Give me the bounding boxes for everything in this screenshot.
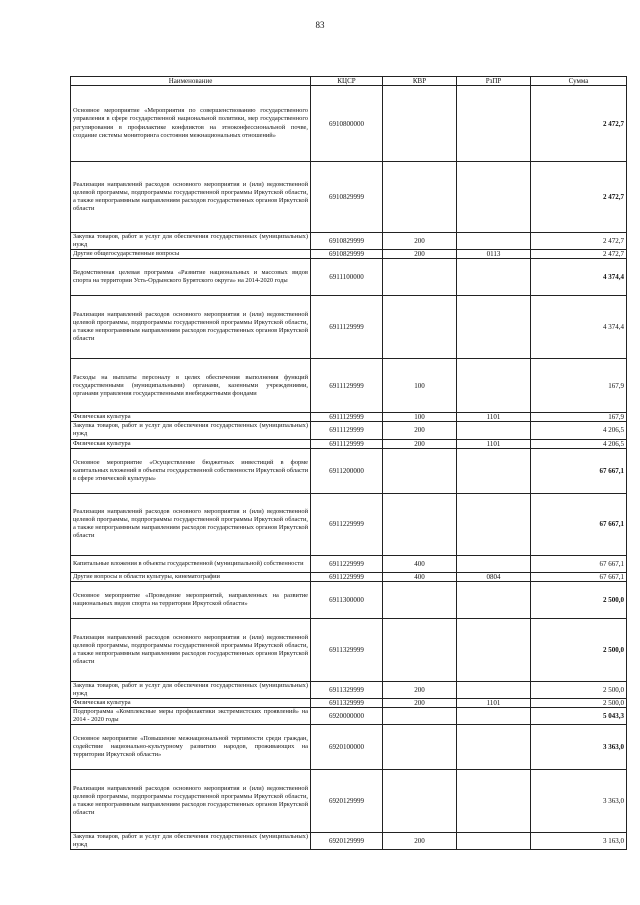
cell-rzpr — [457, 493, 531, 555]
table-row — [71, 233, 627, 250]
cell-kcsr: 6910829999 — [311, 250, 383, 259]
header-sum: Сумма — [531, 77, 627, 86]
cell-rzpr — [457, 833, 531, 850]
cell-sum: 67 667,1 — [531, 448, 627, 493]
cell-rzpr — [457, 725, 531, 770]
cell-rzpr — [457, 448, 531, 493]
cell-kvr — [383, 770, 457, 833]
cell-rzpr — [457, 770, 531, 833]
cell-rzpr: 1101 — [457, 698, 531, 707]
cell-sum: 2 472,7 — [531, 233, 627, 250]
cell-kcsr: 6911200000 — [311, 448, 383, 493]
table-row — [71, 86, 627, 162]
cell-kvr: 200 — [383, 681, 457, 698]
cell-kcsr: 6911329999 — [311, 681, 383, 698]
cell-kcsr: 6920129999 — [311, 770, 383, 833]
cell-name: Основное мероприятие «Проведение мероприятий, направленных на развитие национальных видов спорта на территории Иркутской области» — [71, 581, 311, 618]
cell-name: Основное мероприятие «Мероприятия по совершенствованию государственного управления в сфере государственной национальной политики, мер государственного регулирования в профилактике конфликтов на этноконфессиональной почве, создание системы мониторинга состояния межнациональных отношений» — [71, 86, 311, 162]
cell-rzpr — [457, 708, 531, 725]
budget-table — [70, 76, 627, 850]
cell-rzpr — [457, 581, 531, 618]
cell-kcsr: 6911129999 — [311, 439, 383, 448]
cell-name: Физическая культура — [71, 413, 311, 422]
table-row — [71, 162, 627, 233]
cell-sum: 3 163,0 — [531, 833, 627, 850]
cell-kvr — [383, 725, 457, 770]
cell-kvr: 100 — [383, 413, 457, 422]
cell-rzpr — [457, 359, 531, 413]
cell-name: Физическая культура — [71, 698, 311, 707]
cell-name: Другие общегосударственные вопросы — [71, 250, 311, 259]
cell-kvr: 200 — [383, 422, 457, 439]
cell-kvr: 200 — [383, 833, 457, 850]
cell-kvr — [383, 448, 457, 493]
cell-name: Реализация направлений расходов основного мероприятия и (или) ведомственной целевой программы, подпрограммы государственной программы Иркутской области, а также непрограммным направлениям расходов государственных органов Иркутской области — [71, 770, 311, 833]
cell-name: Основное мероприятие «Повышение межнациональной терпимости среди граждан, содействие национально-культурному развитию народов, проживающих на территории Иркутской области» — [71, 725, 311, 770]
cell-name: Закупка товаров, работ и услуг для обеспечения государственных (муниципальных) нужд — [71, 833, 311, 850]
cell-kvr — [383, 296, 457, 359]
cell-kcsr: 6911329999 — [311, 618, 383, 681]
header-kcsr: КЦСР — [311, 77, 383, 86]
cell-sum: 167,9 — [531, 413, 627, 422]
cell-kvr: 200 — [383, 250, 457, 259]
cell-kvr: 400 — [383, 572, 457, 581]
table-row — [71, 681, 627, 698]
cell-kcsr: 6910829999 — [311, 233, 383, 250]
cell-kvr: 100 — [383, 359, 457, 413]
cell-sum: 3 363,0 — [531, 770, 627, 833]
cell-name: Основное мероприятие «Осуществление бюджетных инвестиций в форме капитальных вложений в объекты государственной собственности Иркутской области в сфере этнической культуры» — [71, 448, 311, 493]
cell-rzpr — [457, 618, 531, 681]
cell-rzpr — [457, 162, 531, 233]
cell-rzpr: 0804 — [457, 572, 531, 581]
table-row — [71, 770, 627, 833]
cell-kcsr: 6911229999 — [311, 555, 383, 572]
cell-rzpr — [457, 296, 531, 359]
cell-rzpr: 1101 — [457, 439, 531, 448]
cell-rzpr — [457, 422, 531, 439]
cell-kcsr: 6911229999 — [311, 493, 383, 555]
cell-sum: 4 206,5 — [531, 439, 627, 448]
page-number: 83 — [315, 20, 325, 30]
cell-sum: 2 500,0 — [531, 581, 627, 618]
cell-kvr — [383, 493, 457, 555]
header-rzpr: РзПР — [457, 77, 531, 86]
cell-kcsr: 6920000000 — [311, 708, 383, 725]
cell-name: Реализация направлений расходов основного мероприятия и (или) ведомственной целевой программы, подпрограммы государственной программы Иркутской области, а также непрограммным направлениям расходов государственных органов Иркутской области — [71, 162, 311, 233]
cell-name: Закупка товаров, работ и услуг для обеспечения государственных (муниципальных) нужд — [71, 422, 311, 439]
table-row — [71, 439, 627, 448]
header-kvr: КВР — [383, 77, 457, 86]
table-row — [71, 725, 627, 770]
cell-kcsr: 6911129999 — [311, 359, 383, 413]
table-header-row — [71, 77, 627, 86]
cell-rzpr — [457, 681, 531, 698]
header-name: Наименование — [71, 77, 311, 86]
cell-rzpr: 0113 — [457, 250, 531, 259]
cell-kcsr: 6910829999 — [311, 162, 383, 233]
cell-sum: 5 043,3 — [531, 708, 627, 725]
cell-name: Подпрограмма «Комплексные меры профилактики экстремистских проявлений» на 2014 - 2020 годы — [71, 708, 311, 725]
cell-sum: 2 472,7 — [531, 86, 627, 162]
cell-sum: 2 472,7 — [531, 162, 627, 233]
table-row — [71, 581, 627, 618]
cell-sum: 167,9 — [531, 359, 627, 413]
cell-kcsr: 6920100000 — [311, 725, 383, 770]
cell-name: Реализация направлений расходов основного мероприятия и (или) ведомственной целевой программы, подпрограммы государственной программы Иркутской области, а также непрограммным направлениям расходов государственных органов Иркутской области — [71, 296, 311, 359]
cell-sum: 2 500,0 — [531, 681, 627, 698]
table-row — [71, 618, 627, 681]
table-row — [71, 555, 627, 572]
cell-name: Расходы на выплаты персоналу в целях обеспечения выполнения функций государственными (муниципальными) органами, казенными учреждениями, органами управления государственными внебюджетными фондами — [71, 359, 311, 413]
cell-kvr — [383, 581, 457, 618]
cell-rzpr — [457, 86, 531, 162]
cell-kvr: 200 — [383, 233, 457, 250]
table-row — [71, 448, 627, 493]
cell-name: Закупка товаров, работ и услуг для обеспечения государственных (муниципальных) нужд — [71, 233, 311, 250]
cell-kcsr: 6911129999 — [311, 296, 383, 359]
cell-name: Другие вопросы в области культуры, кинематографии — [71, 572, 311, 581]
cell-rzpr — [457, 259, 531, 296]
table-row — [71, 359, 627, 413]
cell-kcsr: 6911100000 — [311, 259, 383, 296]
cell-name: Ведомственная целевая программа «Развитие национальных и массовых видов спорта на территории Усть-Ордынского Бурятского округа» на 2014-2020 годы — [71, 259, 311, 296]
cell-kcsr: 6910800000 — [311, 86, 383, 162]
cell-kvr — [383, 618, 457, 681]
table-row — [71, 250, 627, 259]
cell-kvr: 400 — [383, 555, 457, 572]
cell-name: Физическая культура — [71, 439, 311, 448]
cell-sum: 3 363,0 — [531, 725, 627, 770]
cell-kcsr: 6911129999 — [311, 413, 383, 422]
cell-kvr — [383, 86, 457, 162]
cell-sum: 67 667,1 — [531, 572, 627, 581]
cell-kcsr: 6911129999 — [311, 422, 383, 439]
table-row — [71, 259, 627, 296]
table-row — [71, 833, 627, 850]
cell-kcsr: 6911229999 — [311, 572, 383, 581]
cell-kvr: 200 — [383, 439, 457, 448]
cell-rzpr — [457, 555, 531, 572]
cell-sum: 4 374,4 — [531, 259, 627, 296]
cell-kvr: 200 — [383, 698, 457, 707]
table-row — [71, 493, 627, 555]
table-row — [71, 572, 627, 581]
cell-kcsr: 6920129999 — [311, 833, 383, 850]
cell-sum: 67 667,1 — [531, 493, 627, 555]
cell-rzpr — [457, 233, 531, 250]
cell-sum: 4 206,5 — [531, 422, 627, 439]
table-row — [71, 413, 627, 422]
cell-name: Капитальные вложения в объекты государственной (муниципальной) собственности — [71, 555, 311, 572]
cell-name: Закупка товаров, работ и услуг для обеспечения государственных (муниципальных) нужд — [71, 681, 311, 698]
cell-kvr — [383, 162, 457, 233]
table-row — [71, 422, 627, 439]
cell-sum: 2 500,0 — [531, 698, 627, 707]
table-row — [71, 296, 627, 359]
cell-name: Реализация направлений расходов основного мероприятия и (или) ведомственной целевой программы, подпрограммы государственной программы Иркутской области, а также непрограммным направлениям расходов государственных органов Иркутской области — [71, 618, 311, 681]
cell-sum: 2 500,0 — [531, 618, 627, 681]
cell-kcsr: 6911300000 — [311, 581, 383, 618]
cell-sum: 2 472,7 — [531, 250, 627, 259]
cell-kcsr: 6911329999 — [311, 698, 383, 707]
cell-rzpr: 1101 — [457, 413, 531, 422]
cell-sum: 67 667,1 — [531, 555, 627, 572]
cell-sum: 4 374,4 — [531, 296, 627, 359]
table-row — [71, 708, 627, 725]
cell-kvr — [383, 708, 457, 725]
cell-kvr — [383, 259, 457, 296]
cell-name: Реализация направлений расходов основного мероприятия и (или) ведомственной целевой программы, подпрограммы государственной программы Иркутской области, а также непрограммным направлениям расходов государственных органов Иркутской области — [71, 493, 311, 555]
table-row — [71, 698, 627, 707]
